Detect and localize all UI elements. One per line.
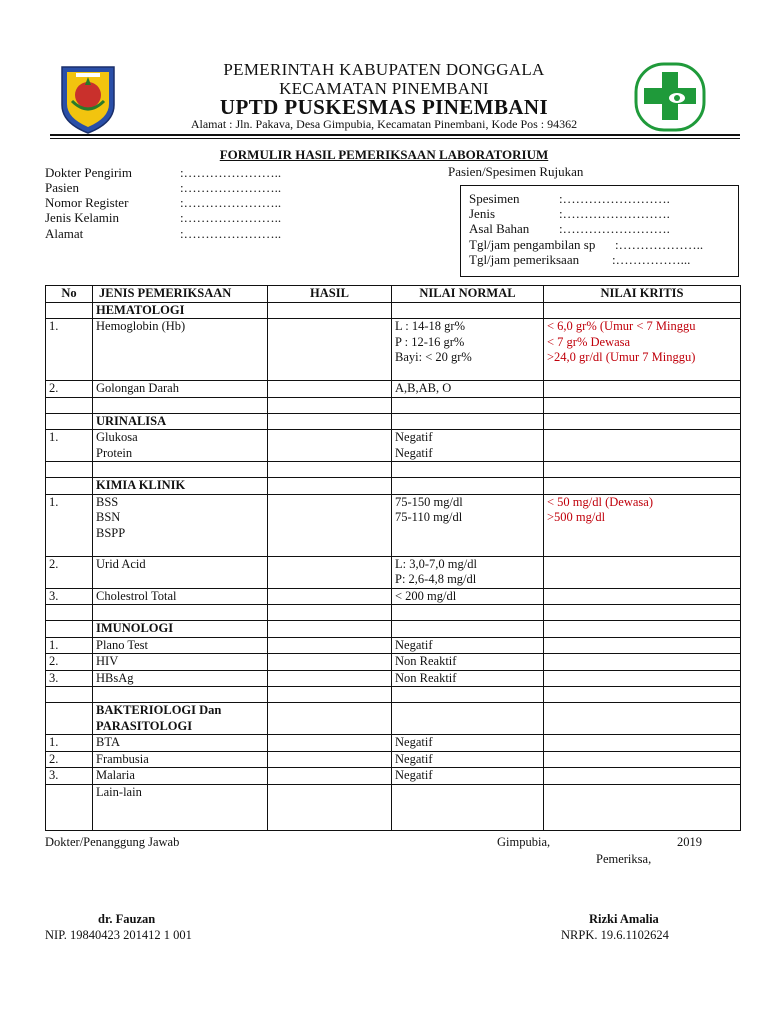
test-name: HBsAg	[93, 670, 268, 687]
field-label-dokter: Dokter Pengirim	[45, 165, 133, 180]
row-no: 3.	[46, 768, 93, 785]
normal-value: Negatif Negatif	[392, 430, 544, 462]
test-name: Hemoglobin (Hb)	[93, 319, 268, 381]
rujukan-value-spesimen[interactable]: :…………………….	[559, 191, 670, 206]
row-no: 1.	[46, 637, 93, 654]
result-cell[interactable]	[268, 670, 392, 687]
result-cell[interactable]	[268, 654, 392, 671]
result-cell[interactable]	[268, 588, 392, 605]
normal-value: Negatif	[392, 768, 544, 785]
form-title: FORMULIR HASIL PEMERIKSAAN LABORATORIUM	[219, 147, 549, 162]
place-label: Gimpubia,	[497, 835, 551, 849]
rujukan-label-pengambilan: Tgl/jam pengambilan sp	[469, 237, 596, 252]
rujukan-label-pemeriksaan: Tgl/jam pemeriksaan	[469, 252, 580, 267]
normal-value: < 200 mg/dl	[392, 588, 544, 605]
row-no: 2.	[46, 381, 93, 398]
row-no: 1.	[46, 735, 93, 752]
row-no: 1.	[46, 430, 93, 462]
row-no: 2.	[46, 751, 93, 768]
section-row	[46, 621, 741, 638]
table-row	[46, 784, 741, 830]
header-rule-thin	[50, 138, 740, 139]
test-name: Malaria	[93, 768, 268, 785]
header-hasil: HASIL	[268, 286, 392, 303]
section-row	[46, 413, 741, 430]
result-cell[interactable]	[268, 381, 392, 398]
critical-value: < 50 mg/dl (Dewasa) >500 mg/dl	[544, 494, 741, 556]
spacer-row	[46, 462, 741, 478]
section-kimia: KIMIA KLINIK	[93, 478, 268, 495]
section-row	[46, 302, 741, 319]
field-value-pasien[interactable]: :…………………..	[180, 180, 282, 195]
result-cell[interactable]	[268, 637, 392, 654]
header-jenis: JENIS PEMERIKSAAN	[93, 286, 268, 303]
normal-value: 75-150 mg/dl 75-110 mg/dl	[392, 494, 544, 556]
test-name: Golongan Darah	[93, 381, 268, 398]
field-label-pasien: Pasien	[45, 180, 79, 195]
row-no: 2.	[46, 556, 93, 588]
header-nilai-kritis: NILAI KRITIS	[544, 286, 741, 303]
section-imunologi: IMUNOLOGI	[93, 621, 268, 638]
spacer-row	[46, 605, 741, 621]
address-line: Alamat : Jln. Pakava, Desa Gimpubia, Kecamatan Pinembani, Kode Pos : 94362	[190, 117, 578, 131]
table-row	[46, 588, 741, 605]
examiner-name: Rizki Amalia	[589, 912, 659, 926]
institution-title: UPTD PUSKESMAS PINEMBANI	[219, 95, 549, 119]
year-label: 2019	[677, 835, 702, 849]
doctor-nip: NIP. 19840423 201412 1 001	[45, 928, 192, 942]
doctor-title: Dokter/Penanggung Jawab	[45, 835, 180, 849]
critical-value: < 6,0 gr% (Umur < 7 Minggu < 7 gr% Dewasa >24,0 gr/dl (Umur 7 Minggu)	[544, 319, 741, 381]
result-cell[interactable]	[268, 494, 392, 556]
spacer-row	[46, 397, 741, 413]
table-row	[46, 319, 741, 381]
field-label-alamat: Alamat	[45, 226, 84, 241]
field-value-register[interactable]: :…………………..	[180, 195, 282, 210]
row-no: 3.	[46, 670, 93, 687]
result-cell[interactable]	[268, 319, 392, 381]
test-name: Urid Acid	[93, 556, 268, 588]
doctor-name: dr. Fauzan	[98, 912, 156, 926]
result-cell[interactable]	[268, 430, 392, 462]
normal-value: Non Reaktif	[392, 670, 544, 687]
field-value-dokter[interactable]: :…………………..	[180, 165, 282, 180]
table-row	[46, 381, 741, 398]
section-urinalisa: URINALISA	[93, 413, 268, 430]
row-no: 3.	[46, 588, 93, 605]
normal-value: Negatif	[392, 735, 544, 752]
table-row	[46, 637, 741, 654]
spacer-row	[46, 687, 741, 703]
result-cell[interactable]	[268, 751, 392, 768]
normal-value: Negatif	[392, 637, 544, 654]
puskesmas-cross-icon	[634, 62, 706, 132]
table-row	[46, 654, 741, 671]
government-heading: PEMERINTAH KABUPATEN DONGGALA	[223, 60, 545, 79]
field-value-gender[interactable]: :…………………..	[180, 210, 282, 225]
row-no: 1.	[46, 494, 93, 556]
test-name: BTA	[93, 735, 268, 752]
table-header-row	[46, 286, 741, 303]
rujukan-value-asal[interactable]: :…………………….	[559, 221, 670, 236]
rujukan-label-asal: Asal Bahan	[469, 221, 530, 236]
result-cell[interactable]	[268, 735, 392, 752]
table-row	[46, 768, 741, 785]
rujukan-label-spesimen: Spesimen	[469, 191, 520, 206]
table-row	[46, 556, 741, 588]
result-cell[interactable]	[268, 768, 392, 785]
section-hematologi: HEMATOLOGI	[93, 302, 268, 319]
table-row	[46, 670, 741, 687]
test-name: Lain-lain	[93, 784, 268, 830]
field-value-alamat[interactable]: :…………………..	[180, 226, 282, 241]
normal-value: L : 14-18 gr% P : 12-16 gr% Bayi: < 20 gr%	[392, 319, 544, 381]
lab-results-table	[45, 285, 741, 831]
field-label-gender: Jenis Kelamin	[45, 210, 120, 225]
rujukan-title: Pasien/Spesimen Rujukan	[448, 164, 584, 179]
table-row	[46, 430, 741, 462]
test-name: Frambusia	[93, 751, 268, 768]
test-name: HIV	[93, 654, 268, 671]
test-name: Plano Test	[93, 637, 268, 654]
test-name: Cholestrol Total	[93, 588, 268, 605]
district-heading: KECAMATAN PINEMBANI	[279, 79, 489, 98]
header-no: No	[46, 286, 93, 303]
header-nilai-normal: NILAI NORMAL	[392, 286, 544, 303]
test-name: Glukosa Protein	[93, 430, 268, 462]
rujukan-label-jenis: Jenis	[469, 206, 495, 221]
section-row	[46, 478, 741, 495]
result-cell[interactable]	[268, 784, 392, 830]
normal-value: Negatif	[392, 751, 544, 768]
normal-value: Non Reaktif	[392, 654, 544, 671]
section-bakteriologi: BAKTERIOLOGI Dan PARASITOLOGI	[93, 703, 268, 735]
table-row	[46, 751, 741, 768]
rujukan-value-pengambilan[interactable]: :………………..	[615, 237, 704, 252]
rujukan-value-pemeriksaan[interactable]: :……………...	[612, 252, 691, 267]
field-label-register: Nomor Register	[45, 195, 129, 210]
examiner-nrpk: NRPK. 19.6.1102624	[561, 928, 669, 942]
rujukan-value-jenis[interactable]: :…………………….	[559, 206, 670, 221]
header-rule	[50, 134, 740, 136]
row-no: 1.	[46, 319, 93, 381]
section-row	[46, 703, 741, 735]
normal-value: A,B,AB, O	[392, 381, 544, 398]
examiner-title: Pemeriksa,	[596, 852, 652, 866]
normal-value: L: 3,0-7,0 mg/dl P: 2,6-4,8 mg/dl	[392, 556, 544, 588]
row-no: 2.	[46, 654, 93, 671]
result-cell[interactable]	[268, 556, 392, 588]
table-row	[46, 735, 741, 752]
table-row	[46, 494, 741, 556]
test-name: BSS BSN BSPP	[93, 494, 268, 556]
